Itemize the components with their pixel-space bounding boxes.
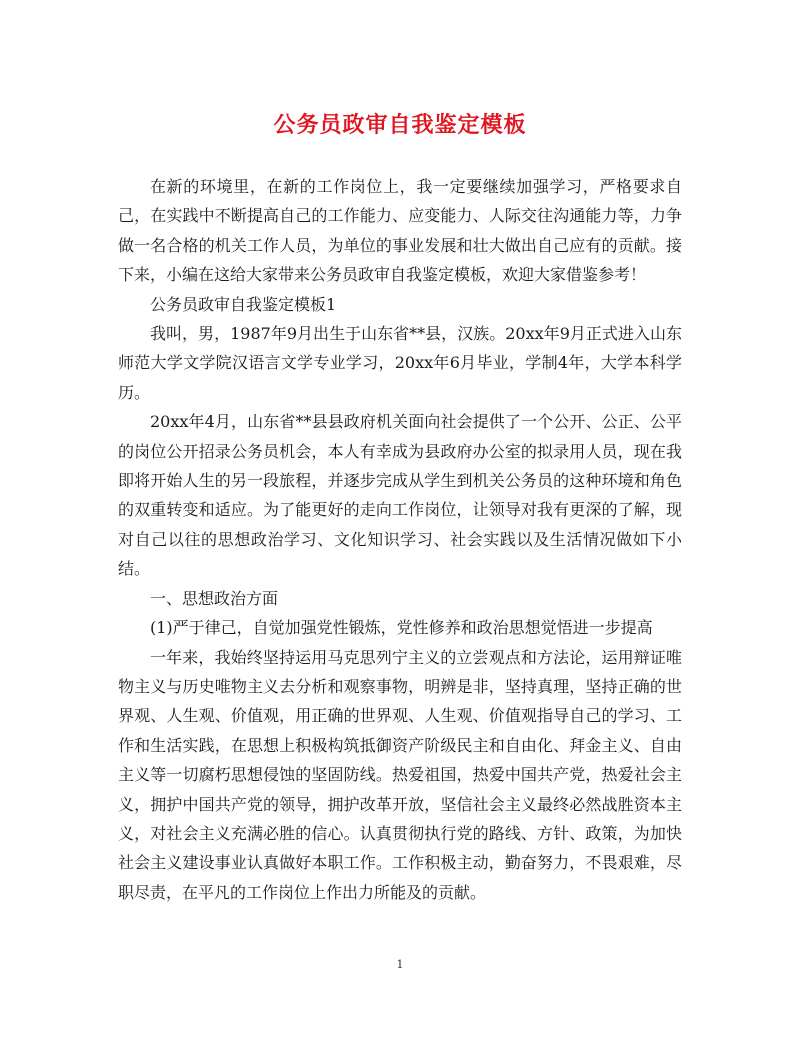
document-title: 公务员政审自我鉴定模板 xyxy=(273,112,527,138)
document-body xyxy=(118,172,682,907)
political-paragraph: 一年来，我始终坚持运用马克思列宁主义的立尝观点和方法论，运用辩证唯物主义与历史唯物主义去分析和观察事物，明辨是非，坚持真理，坚持正确的世界观、人生观、价值观，用正确的世界观、人生观、价值观指导自己的学习、工作和生活实践，在思想上积极构筑抵御资产阶级民主和自由化、拜金主义、自由主义等一切腐朽思想侵蚀的坚固防线。热爱祖国，热爱中国共产党，热爱社会主义，拥护中国共产党的领导，拥护改革开放，坚信社会主义最终必然战胜资本主义，对社会主义充满必胜的信心。认真贯彻执行党的路线、方针、政策，为加快社会主义建设事业认真做好本职工作。工作积极主动，勤奋努力，不畏艰难，尽职尽责，在平凡的工作岗位上作出力所能及的贡献。 xyxy=(118,647,682,902)
recruitment-paragraph: 20xx年4月，山东省**县县政府机关面向社会提供了一个公开、公正、公平的岗位公开招录公务员机会，本人有幸成为县政府办公室的拟录用人员，现在我即将开始人生的另一段旅程，并逐步完成从学生到机关公务员的这种环境和角色的双重转变和适应。为了能更好的走向工作岗位，让领导对我有更深的了解，现对自己以往的思想政治学习、文化知识学习、社会实践以及生活情况做如下小结。 xyxy=(118,412,682,579)
page-number: 1 xyxy=(396,958,404,971)
intro-paragraph: 在新的环境里，在新的工作岗位上，我一定要继续加强学习，严格要求自己，在实践中不断提高自己的工作能力、应变能力、人际交往沟通能力等，力争做一名合格的机关工作人员，为单位的事业发展和壮大做出自己应有的贡献。接下来，小编在这给大家带来公务员政审自我鉴定模板，欢迎大家借鉴参考！ xyxy=(118,177,682,285)
template-heading: 公务员政审自我鉴定模板1 xyxy=(150,294,337,314)
subsection-heading: (1)严于律己，自觉加强党性锻炼，党性修养和政治思想觉悟进一步提高 xyxy=(150,618,653,638)
personal-info-paragraph: 我叫，男，1987年9月出生于山东省**县，汉族。20xx年9月正式进入山东师范大学文学院汉语言文学专业学习，20xx年6月毕业，学制4年，大学本科学历。 xyxy=(118,324,682,402)
section-heading: 一、思想政治方面 xyxy=(150,588,279,608)
